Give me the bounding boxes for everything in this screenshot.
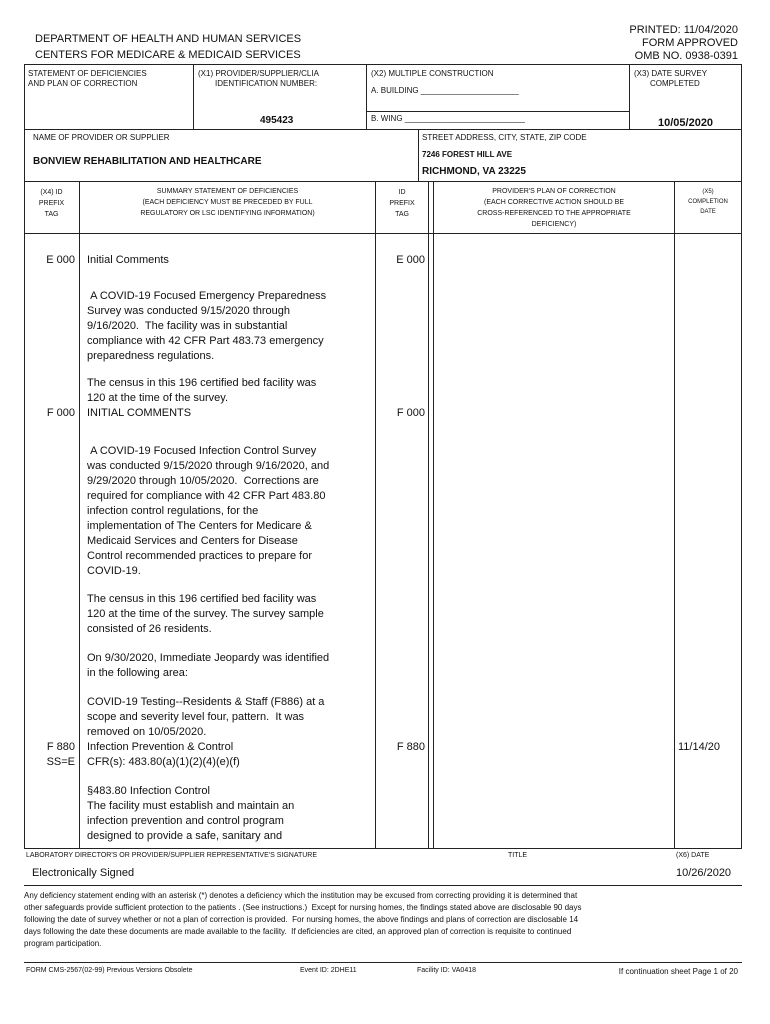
summary-header-line: REGULATORY OR LSC IDENTIFYING INFORMATION) bbox=[140, 210, 315, 217]
building-label: A. BUILDING ______________________ bbox=[371, 86, 519, 95]
f000-testing-paragraph: COVID-19 Testing--Residents & Staff (F886) at a scope and severity level four, pattern. It was removed on 10/05/2020. bbox=[87, 696, 325, 738]
x2-label: (X2) MULTIPLE CONSTRUCTION bbox=[371, 69, 494, 78]
summary-column-header bbox=[80, 186, 375, 219]
f880-scope-severity: SS=E bbox=[46, 756, 75, 768]
id-header-line: ID bbox=[398, 189, 406, 196]
disclaimer-text: Any deficiency statement ending with an asterisk (*) denotes a deficiency which the institution may be excused from correcting providing it is determined that other safeguards provide sufficient protection to the patients . (See instructions.) Except for nursing homes, the findings stated above are disclosable 90 days following the date of survey whether or not a plan of correction is provided. For nursing homes, the above findings and plans of correction are disclosable 14 days following the date these documents are made available to the facility. If deficiencies are cited, an approved plan of correction is requisite to continued program participation. bbox=[24, 891, 582, 948]
address-label: STREET ADDRESS, CITY, STATE, ZIP CODE bbox=[422, 133, 587, 142]
signature-date: 10/26/2020 bbox=[676, 867, 732, 879]
x3-label-2: COMPLETED bbox=[650, 79, 700, 88]
plan-header-line: DEFICIENCY) bbox=[531, 221, 577, 228]
f000-title: INITIAL COMMENTS bbox=[87, 407, 192, 419]
summary-header-line: (EACH DEFICIENCY MUST BE PRECEDED BY FULL bbox=[142, 199, 313, 206]
rule bbox=[24, 848, 742, 849]
f000-paragraph: A COVID-19 Focused Infection Control Survey was conducted 9/15/2020 through 9/16/2020, and 9/29/2020 through 10/05/2020. Corrections are required for compliance with 42 CFR Part 483.80 infection control regulations, for the implementation of The Centers for Medicare & Medicaid Services and Centers for Disease Control recommended practices to prepare for COVID-19. bbox=[87, 445, 330, 577]
x4-header-line: TAG bbox=[44, 211, 59, 218]
f000-prefix-tag: F 000 bbox=[46, 407, 75, 419]
rule bbox=[24, 64, 25, 848]
f000-id-tag: F 000 bbox=[396, 407, 425, 419]
rule bbox=[418, 129, 419, 181]
f880-completion-date: 11/14/20 bbox=[678, 741, 721, 753]
rule bbox=[24, 233, 742, 234]
signature-label: LABORATORY DIRECTOR'S OR PROVIDER/SUPPLIER REPRESENTATIVE'S SIGNATURE bbox=[26, 852, 318, 859]
e000-prefix-tag: E 000 bbox=[46, 254, 75, 266]
x1-label-2: IDENTIFICATION NUMBER: bbox=[215, 79, 318, 88]
rule bbox=[629, 64, 630, 129]
f880-cfr: CFR(s): 483.80(a)(1)(2)(4)(e)(f) bbox=[87, 756, 240, 768]
e000-paragraph: A COVID-19 Focused Emergency Preparedness Survey was conducted 9/15/2020 through 9/16/2020. The facility was in substantial compliance with 42 CFR Part 483.73 emergency preparedness regulations. bbox=[87, 290, 327, 362]
x4-header-line: (X4) ID bbox=[40, 189, 63, 196]
rule bbox=[24, 885, 742, 886]
rule bbox=[24, 962, 742, 963]
survey-completed-date: 10/05/2020 bbox=[658, 117, 714, 129]
f880-paragraph: §483.80 Infection Control The facility must establish and maintain an infection prevention and control program designed to provide a safe, sanitary and bbox=[87, 785, 295, 842]
rule bbox=[193, 64, 194, 129]
rule bbox=[366, 111, 629, 112]
footer-facility-id: Facility ID: VA0418 bbox=[417, 967, 477, 974]
signature-value: Electronically Signed bbox=[32, 867, 135, 879]
form-approved: FORM APPROVED bbox=[642, 37, 738, 49]
plan-header-line: CROSS-REFERENCED TO THE APPROPRIATE bbox=[477, 210, 631, 217]
id-header-line: TAG bbox=[395, 211, 409, 218]
rule bbox=[366, 64, 367, 129]
plan-header-line: PROVIDER'S PLAN OF CORRECTION bbox=[492, 188, 616, 195]
rule bbox=[24, 181, 742, 182]
rule bbox=[674, 181, 675, 848]
e000-census-paragraph: The census in this 196 certified bed facility was 120 at the time of the survey. bbox=[87, 377, 317, 404]
omb-number: OMB NO. 0938-0391 bbox=[634, 50, 738, 62]
plan-header-line: (EACH CORRECTIVE ACTION SHOULD BE bbox=[483, 199, 625, 206]
footer-page-number: If continuation sheet Page 1 of 20 bbox=[618, 967, 738, 976]
id-column-header bbox=[376, 187, 428, 220]
f880-prefix-tag: F 880 bbox=[46, 741, 75, 753]
statement-label-2: AND PLAN OF CORRECTION bbox=[28, 79, 138, 88]
f000-jeopardy-paragraph: On 9/30/2020, Immediate Jeopardy was identified in the following area: bbox=[87, 652, 330, 679]
provider-name-label: NAME OF PROVIDER OR SUPPLIER bbox=[33, 133, 170, 142]
x3-label-1: (X3) DATE SURVEY bbox=[634, 69, 708, 78]
x1-label-1: (X1) PROVIDER/SUPPLIER/CLIA bbox=[198, 69, 319, 78]
rule bbox=[428, 181, 429, 848]
e000-title: Initial Comments bbox=[87, 254, 169, 266]
rule bbox=[79, 181, 80, 848]
rule bbox=[24, 64, 742, 65]
x5-header-line: DATE bbox=[700, 209, 716, 215]
signature-date-label: (X6) DATE bbox=[676, 852, 710, 859]
x4-column-header bbox=[24, 187, 79, 220]
id-header-line: PREFIX bbox=[389, 200, 415, 207]
address-line-2: RICHMOND, VA 23225 bbox=[422, 166, 526, 177]
plan-column-header bbox=[434, 186, 674, 230]
address-line-1: 7246 FOREST HILL AVE bbox=[422, 150, 513, 159]
footer-form-number: FORM CMS-2567(02-99) Previous Versions Obsolete bbox=[26, 967, 193, 974]
title-label: TITLE bbox=[508, 852, 528, 859]
f880-title: Infection Prevention & Control bbox=[87, 741, 234, 753]
x5-header-line: COMPLETION bbox=[688, 199, 728, 205]
rule bbox=[433, 181, 434, 848]
department-line-2: CENTERS FOR MEDICARE & MEDICAID SERVICES bbox=[35, 49, 301, 61]
rule bbox=[24, 129, 742, 130]
rule bbox=[375, 181, 376, 848]
provider-id-number: 495423 bbox=[260, 115, 294, 126]
f880-id-tag: F 880 bbox=[396, 741, 425, 753]
summary-header-line: SUMMARY STATEMENT OF DEFICIENCIES bbox=[156, 188, 299, 195]
department-line-1: DEPARTMENT OF HEALTH AND HUMAN SERVICES bbox=[35, 33, 302, 45]
wing-label: B. WING ___________________________ bbox=[371, 114, 525, 123]
printed-date: PRINTED: 11/04/2020 bbox=[629, 24, 738, 36]
footer-event-id: Event ID: 2DHE11 bbox=[300, 967, 357, 974]
x5-header-line: (X5) bbox=[702, 189, 714, 195]
e000-id-tag: E 000 bbox=[396, 254, 425, 266]
rule bbox=[741, 64, 742, 848]
x5-column-header bbox=[675, 187, 741, 217]
f000-census-paragraph: The census in this 196 certified bed facility was 120 at the time of the survey. The survey sample consisted of 26 residents. bbox=[87, 593, 324, 635]
provider-name: BONVIEW REHABILITATION AND HEALTHCARE bbox=[33, 156, 262, 167]
statement-label-1: STATEMENT OF DEFICIENCIES bbox=[28, 69, 147, 78]
x4-header-line: PREFIX bbox=[38, 200, 65, 207]
